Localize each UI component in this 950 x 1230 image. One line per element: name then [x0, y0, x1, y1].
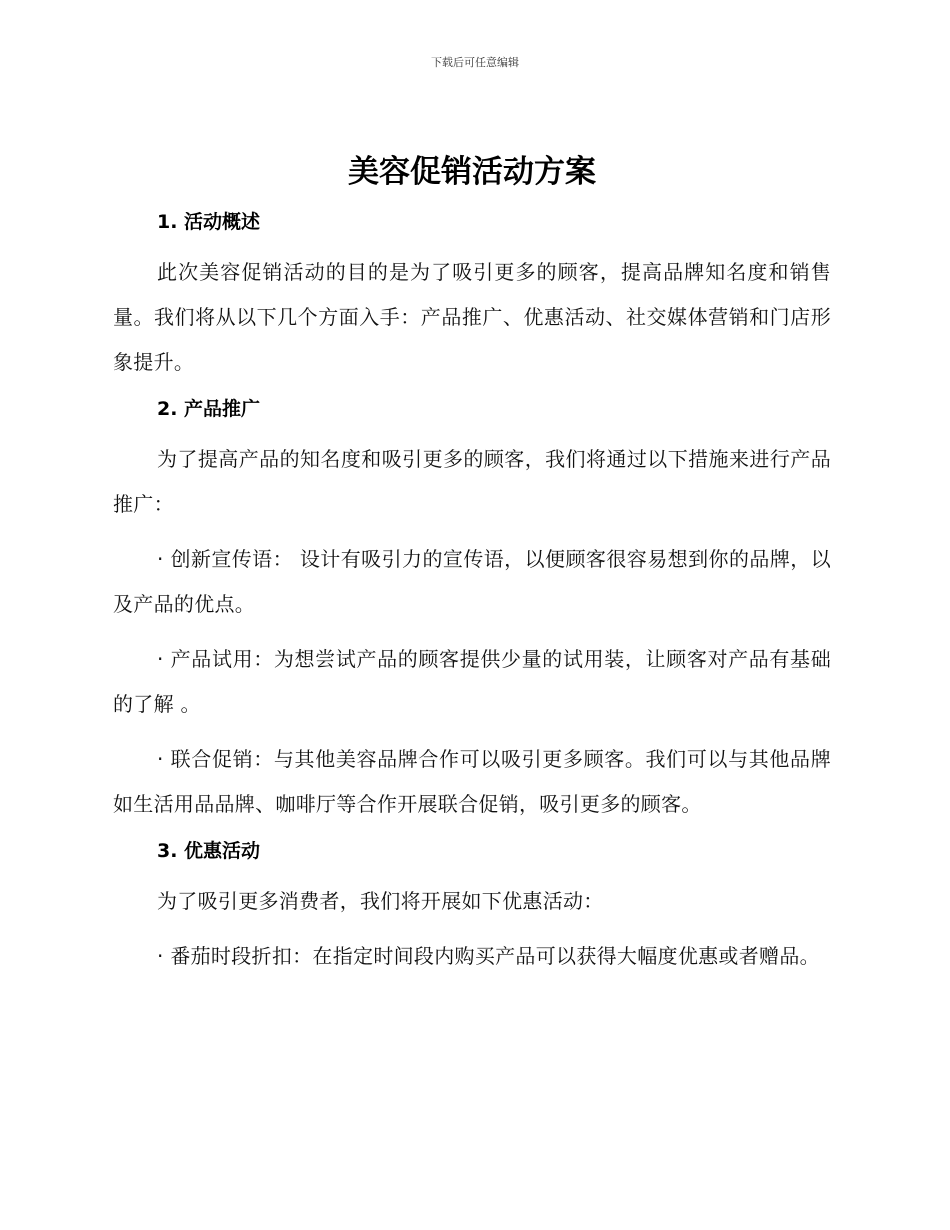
document-body	[113, 150, 831, 989]
bullet-paragraph: · 联合促销：与其他美容品牌合作可以吸引更多顾客。我们可以与其他品牌如生活用品品牌、咖啡厅等合作开展联合促销，吸引更多的顾客。	[113, 747, 831, 816]
paragraph: 此次美容促销活动的目的是为了吸引更多的顾客，提高品牌知名度和销售量。我们将从以下几个方面入手：产品推广、优惠活动、社交媒体营销和门店形象提升。	[113, 260, 831, 374]
bullet-paragraph: · 产品试用：为想尝试产品的顾客提供少量的试用装，让顾客对产品有基础的了解 。	[113, 647, 831, 716]
section-heading: 2. 产品推广	[157, 398, 261, 420]
section-discount-activities	[113, 837, 831, 979]
section-product-promotion	[113, 395, 831, 827]
section-heading: 1. 活动概述	[157, 211, 261, 233]
section-overview	[113, 208, 831, 385]
bullet-paragraph: · 番茄时段折扣：在指定时间段内购买产品可以获得大幅度优惠或者赠品。	[157, 944, 820, 968]
paragraph: 为了提高产品的知名度和吸引更多的顾客，我们将通过以下措施来进行产品推广：	[113, 447, 831, 516]
paragraph: 为了吸引更多消费者，我们将开展如下优惠活动：	[157, 889, 604, 913]
section-heading: 3. 优惠活动	[157, 840, 261, 862]
page-header-note: 下载后可任意编辑	[431, 56, 519, 69]
document-title: 美容促销活动方案	[348, 154, 596, 190]
bullet-paragraph: · 创新宣传语： 设计有吸引力的宣传语，以便顾客很容易想到你的品牌，以及产品的优点。	[113, 547, 831, 616]
